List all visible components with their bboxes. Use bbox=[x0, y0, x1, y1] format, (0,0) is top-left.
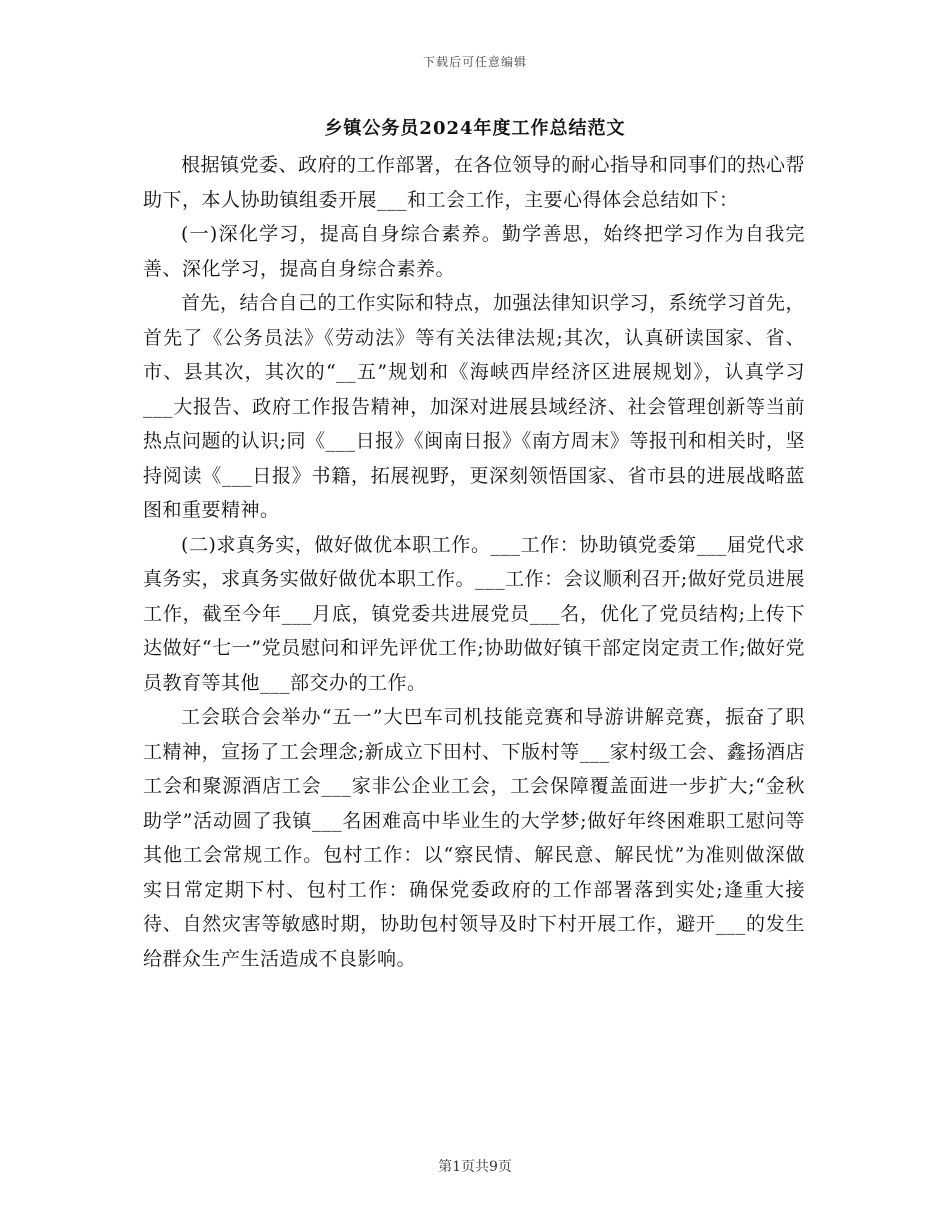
paragraph-section-two: (二)求真务实，做好做优本职工作。___工作：协助镇党委第___届党代求真务实，求真务实做好做优本职工作。___工作：会议顺利召开;做好党员进展工作，截至今年___月底，镇党委共进展党员___名，优化了党员结构;上传下达做好“七一”党员慰问和评先评优工作;协助做好镇干部定岗定责工作;做好党员教育等其他___部交办的工作。 bbox=[143, 533, 805, 694]
paragraph-study: 首先，结合自己的工作实际和特点，加强法律知识学习，系统学习首先，首先了《公务员法》《劳动法》等有关法律法规;其次，认真研读国家、省、市、县其次，其次的“__五”规划和《海峡西岸经济区进展规划》，认真学习___大报告、政府工作报告精神，加深对进展县域经济、社会管理创新等当前热点问题的认识;同《___日报》《闽南日报》《南方周末》等报刊和相关时，坚持阅读《___日报》书籍，拓展视野，更深刻领悟国家、省市县的进展战略蓝图和重要精神。 bbox=[143, 292, 806, 521]
paragraph-section-one: (一)深化学习，提高自身综合素养。勤学善思，始终把学习作为自我完善、深化学习，提高自身综合素养。 bbox=[143, 223, 805, 280]
paragraph-union: 工会联合会举办“五一”大巴车司机技能竞赛和导游讲解竞赛，振奋了职工精神，宣扬了工会理念;新成立下田村、下版村等___家村级工会、鑫扬酒店工会和聚源酒店工会___家非公企业工会，工会保障覆盖面进一步扩大;“金秋助学”活动圆了我镇___名困难高中毕业生的大学梦;做好年终困难职工慰问等其他工会常规工作。包村工作：以“察民情、解民意、解民忧”为准则做深做实日常定期下村、包村工作：确保党委政府的工作部署落到实处;逢重大接待、自然灾害等敏感时期，协助包村领导及时下村开展工作，避开___的发生给群众生产生活造成不良影响。 bbox=[143, 706, 805, 970]
document-title: 乡镇公务员2024年度工作总结范文 bbox=[324, 118, 626, 139]
page-number: 第1页共9页 bbox=[438, 1159, 512, 1175]
paragraph-intro: 根据镇党委、政府的工作部署，在各位领导的耐心指导和同事们的热心帮助下，本人协助镇组委开展___和工会工作，主要心得体会总结如下： bbox=[143, 154, 806, 211]
document-body bbox=[143, 148, 805, 976]
page-header: 下载后可任意编辑 bbox=[422, 55, 527, 69]
